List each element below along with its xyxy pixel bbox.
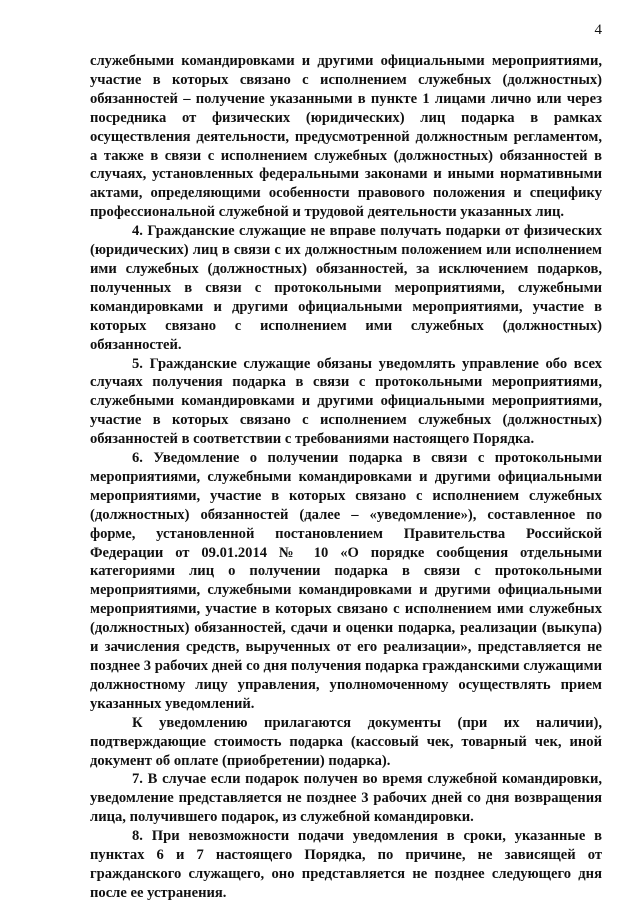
page-number: 4 — [594, 22, 602, 38]
paragraph-5: 5. Гражданские служащие обязаны уведомлять управление обо всех случаях получения подарка в связи с протокольными мероприятиями, служебными командировками и другими официальными мероприятиями, участие в которых связано с исполнением служебных (должностных) обязанностей в соответствии с требованиями настоящего Порядка. — [90, 355, 602, 448]
document-body — [90, 52, 602, 903]
paragraph-continuation — [90, 52, 602, 222]
paragraph-7: 7. В случае если подарок получен во время служебной командировки, уведомление представляется не позднее 3 рабочих дней со дня возвращения лица, получившего подарок, из служебной командировки. — [90, 771, 602, 826]
paragraph-text: – получение указанными в пункте 1 лицами лично или через посредника от физических (юридических) лиц подарка в рамках осуществления деятельности, предусмотренной должностным регламентом, а также в связи с исполнением служебных (должностных) обязанностей в случаях, установленных федеральными законами и иными нормативными актами, определяющими особенности правового положения и специфику профессиональной служебной и трудовой деятельности указанных лиц. — [90, 90, 602, 221]
paragraph-8: 8. При невозможности подачи уведомления в сроки, указанные в пунктах 6 и 7 настоящего Порядка, по причине, не зависящей от гражданского служащего, оно представляется не позднее следующего дня после ее устранения. — [90, 828, 602, 901]
paragraph-4: 4. Гражданские служащие не вправе получать подарки от физических (юридических) лиц в связи с их должностным положением или исполнением ими служебных (должностных) обязанностей, за исключением подарков, полученных в связи с протокольными мероприятиями, служебными командировками и другими официальными мероприятиями, участие в которых связано с исполнением ими служебных (должностных) обязанностей. — [90, 223, 602, 353]
emphasized-text: с исполнением служебных (должностных) обязанностей — [90, 71, 602, 107]
paragraph-6: 6. Уведомление о получении подарка в связи с протокольными мероприятиями, служебными командировками и другими официальными мероприятиями, участие в которых связано с исполнением служебных (должностных) обязанностей (далее – «уведомление»), составленное по форме, установленной постановлением Правительства Российской Федерации от 09.01.2014 № 10 «О порядке сообщения отдельными категориями лиц о получении подарка в связи с протокольными мероприятиями, служебными командировками и другими официальными мероприятиями, участие в которых связано с исполнением ими служебных (должностных) обязанностей, сдачи и оценки подарка, реализации (выкупа) и зачисления средств, вырученных от его реализации», представляется не позднее 3 рабочих дней со дня получения подарка гражданскими служащими должностному лицу управления, уполномоченному осуществлять прием указанных уведомлений. — [90, 450, 602, 712]
paragraph-6-attachments: К уведомлению прилагаются документы (при их наличии), подтверждающие стоимость подарка (кассовый чек, товарный чек, иной документ об оплате (приобретении) подарка). — [90, 714, 602, 769]
paragraph-text: служебными командировками и другими официальными мероприятиями, участие в которых связано — [90, 53, 602, 88]
